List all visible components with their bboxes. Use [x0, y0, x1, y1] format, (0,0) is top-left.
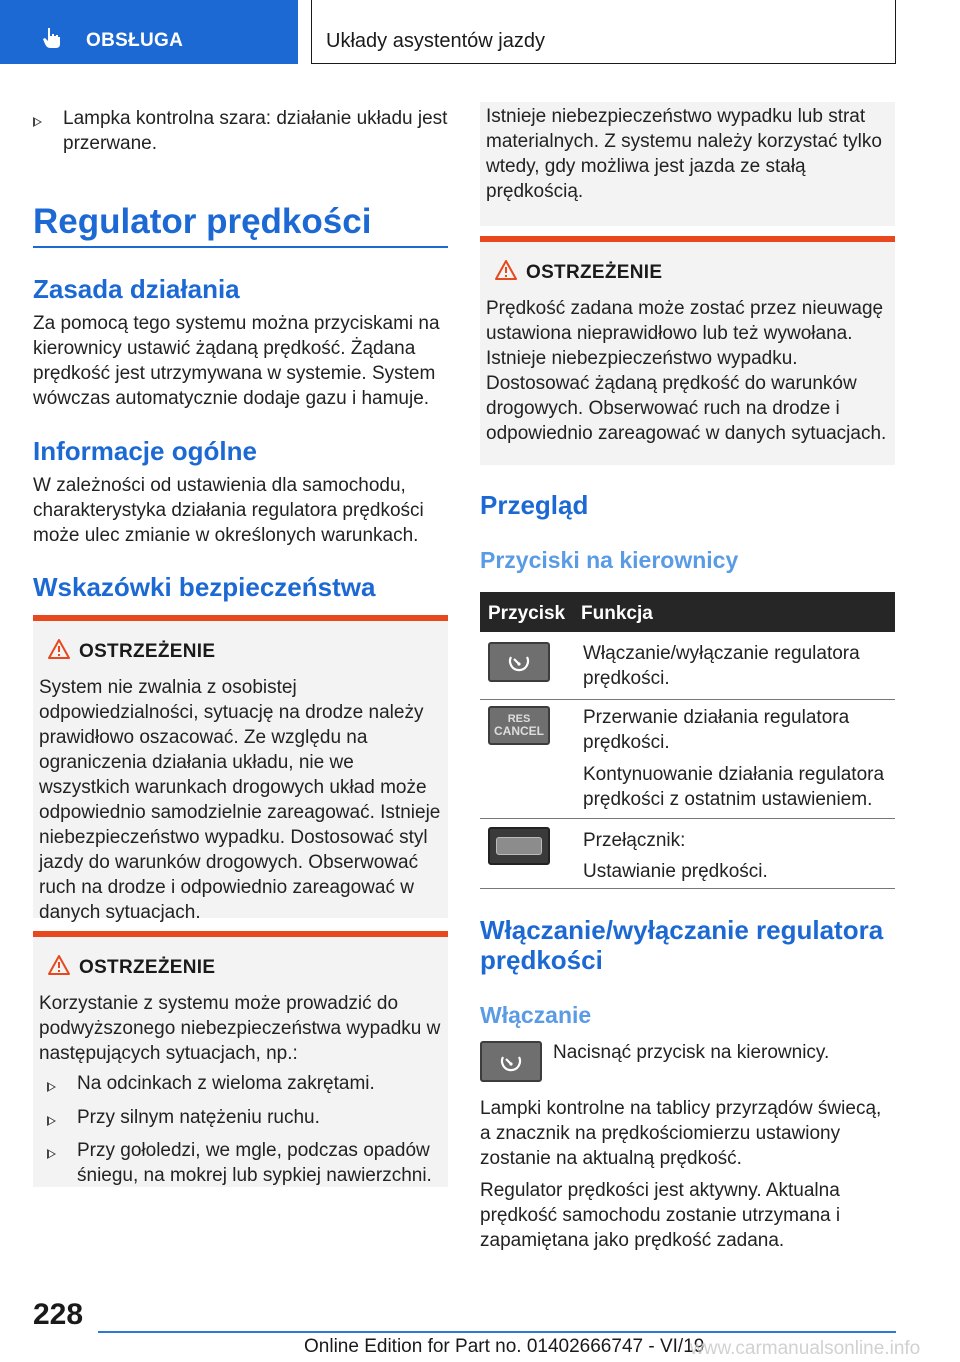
icon-label-cancel: CANCEL — [494, 724, 544, 738]
warning-text: System nie zwalnia z osobistej odpowiedzialności, sytuację na drodze należy prawidłowo oszacować. Ze względu na ograniczenia działania układu, nie we wszystkich warunkach drogowych układ może odpowiednio samodzielnie zareagować. Istnieje niebezpieczeństwo wypadku. Dostosować styl jazdy do warunków drogowych. Obserwować ruch na drodze i odpowiednio zareagować w danych sytuacjach. — [39, 677, 441, 923]
subsection-heading-buttons: Przyciski na kierownicy — [480, 547, 739, 573]
table-cell-function: Przełącznik: — [583, 830, 686, 851]
warning-text: Prędkość zadana może zostać przez nieuwagę ustawiona nieprawidłowo lub też wywołana. Istnieje niebezpieczeństwo wypadku. Dostosować żądaną prędkość do warunków drogowych. Obserwować ruch na drodze i odpowiednio zareagować w danych sytuacjach. — [486, 298, 887, 444]
triangle-bullet-icon — [47, 1082, 56, 1092]
cruise-control-icon — [488, 642, 550, 682]
on-instruction: Nacisnąć przycisk na kierownicy. — [553, 1042, 830, 1063]
table-cell-function: Włączanie/wyłączanie regulatora prędkości. — [583, 643, 860, 689]
list-item — [47, 1071, 442, 1097]
list-item-text: Przy silnym natężeniu ruchu. — [77, 1107, 320, 1128]
warning-title: OSTRZEŻENIE — [79, 957, 216, 978]
warning-title: OSTRZEŻENIE — [79, 641, 216, 662]
table-cell-function: Kontynuowanie działania regulatora prędkości z ostatnim ustawieniem. — [583, 764, 885, 810]
chapter-header — [311, 0, 896, 64]
title-underline — [33, 246, 448, 248]
column-header-function: Funkcja — [581, 603, 653, 624]
paragraph: Lampki kontrolne na tablicy przyrządów świecą, a znacznik na prędkościomierzu ustawiony zostanie na aktualną prędkość. — [480, 1098, 882, 1169]
list-item-text: Na odcinkach z wieloma zakrętami. — [77, 1073, 375, 1094]
cruise-control-icon — [480, 1041, 542, 1082]
list-item — [47, 1105, 442, 1131]
table-row-divider — [480, 888, 895, 889]
table-cell-function: Przerwanie działania regulatora prędkości. — [583, 707, 850, 753]
note-text: Istnieje niebezpieczeństwo wypadku lub strat materialnych. Z systemu należy korzystać tylko wtedy, gdy możliwa jest jazda ze stałą prędkością. — [486, 106, 882, 202]
watermark: www.carmanualsonline.info — [690, 1338, 921, 1359]
edition-text: Online Edition for Part no. 01402666747 - VI/19 — [304, 1336, 705, 1357]
triangle-bullet-icon — [47, 1149, 56, 1159]
list-item — [33, 106, 448, 156]
section-heading-onoff — [480, 915, 883, 975]
rocker-switch-icon — [488, 827, 550, 865]
section-heading-safety: Wskazówki bezpieczeństwa — [33, 572, 376, 602]
heading-line: Włączanie/wyłączanie regulatora — [480, 915, 884, 945]
paragraph: Regulator prędkości jest aktywny. Aktualna prędkość samochodu zostanie utrzymana i zapamiętana jako prędkość zadana. — [480, 1180, 841, 1251]
section-tab-label: OBSŁUGA — [86, 30, 184, 51]
icon-label-res: RES — [507, 713, 531, 725]
res-cancel-icon — [488, 706, 550, 745]
footer-line — [98, 1331, 896, 1333]
page-number: 228 — [33, 1298, 84, 1331]
info-text: W zależności od ustawienia dla samochodu, charakterystyka działania regulatora prędkości może ulec zmianie w określonych warunkach. — [33, 475, 424, 546]
subsection-heading-on: Włączanie — [480, 1002, 592, 1028]
warning-box-2 — [33, 931, 448, 1187]
table-header — [480, 592, 895, 632]
hand-pointer-icon — [40, 26, 64, 50]
heading-line: prędkości — [480, 945, 603, 975]
section-tab[interactable] — [0, 0, 298, 64]
section-heading-zasada: Zasada działania — [33, 274, 240, 304]
zasada-text: Za pomocą tego systemu można przyciskami na kierownicy ustawić żądaną prędkość. Żądana prędkość jest utrzymywana w systemie. System wówczas automatycznie dodaje gazu i hamuje. — [33, 313, 440, 409]
warning-triangle-icon — [47, 954, 71, 976]
table-row-divider — [480, 699, 895, 700]
triangle-bullet-icon — [33, 117, 42, 127]
table-cell-function: Ustawianie prędkości. — [583, 861, 768, 882]
column-header-button: Przycisk — [488, 603, 566, 624]
chapter-title: Układy asystentów jazdy — [326, 30, 545, 52]
warning-box-3 — [480, 236, 895, 465]
triangle-bullet-icon — [47, 1116, 56, 1126]
bullet-text: Lampka kontrolna szara: działanie układu jest przerwane. — [63, 108, 448, 154]
warning-box-1 — [33, 615, 448, 923]
section-heading-overview: Przegląd — [480, 490, 589, 520]
warning-text: Korzystanie z systemu może prowadzić do podwyższonego niebezpieczeństwa wypadku w następujących sytuacjach, np.: — [39, 993, 441, 1064]
note-box — [480, 102, 895, 226]
warning-triangle-icon — [494, 259, 518, 281]
warning-triangle-icon — [47, 638, 71, 660]
table-row-divider — [480, 818, 895, 819]
warning-title: OSTRZEŻENIE — [526, 262, 663, 283]
list-item — [47, 1138, 442, 1188]
section-heading-info: Informacje ogólne — [33, 436, 257, 466]
page-title: Regulator prędkości — [33, 202, 372, 241]
list-item-text: Przy gołoledzi, we mgle, podczas opadów śniegu, na mokrej lub sypkiej nawierzchni. — [77, 1140, 432, 1186]
